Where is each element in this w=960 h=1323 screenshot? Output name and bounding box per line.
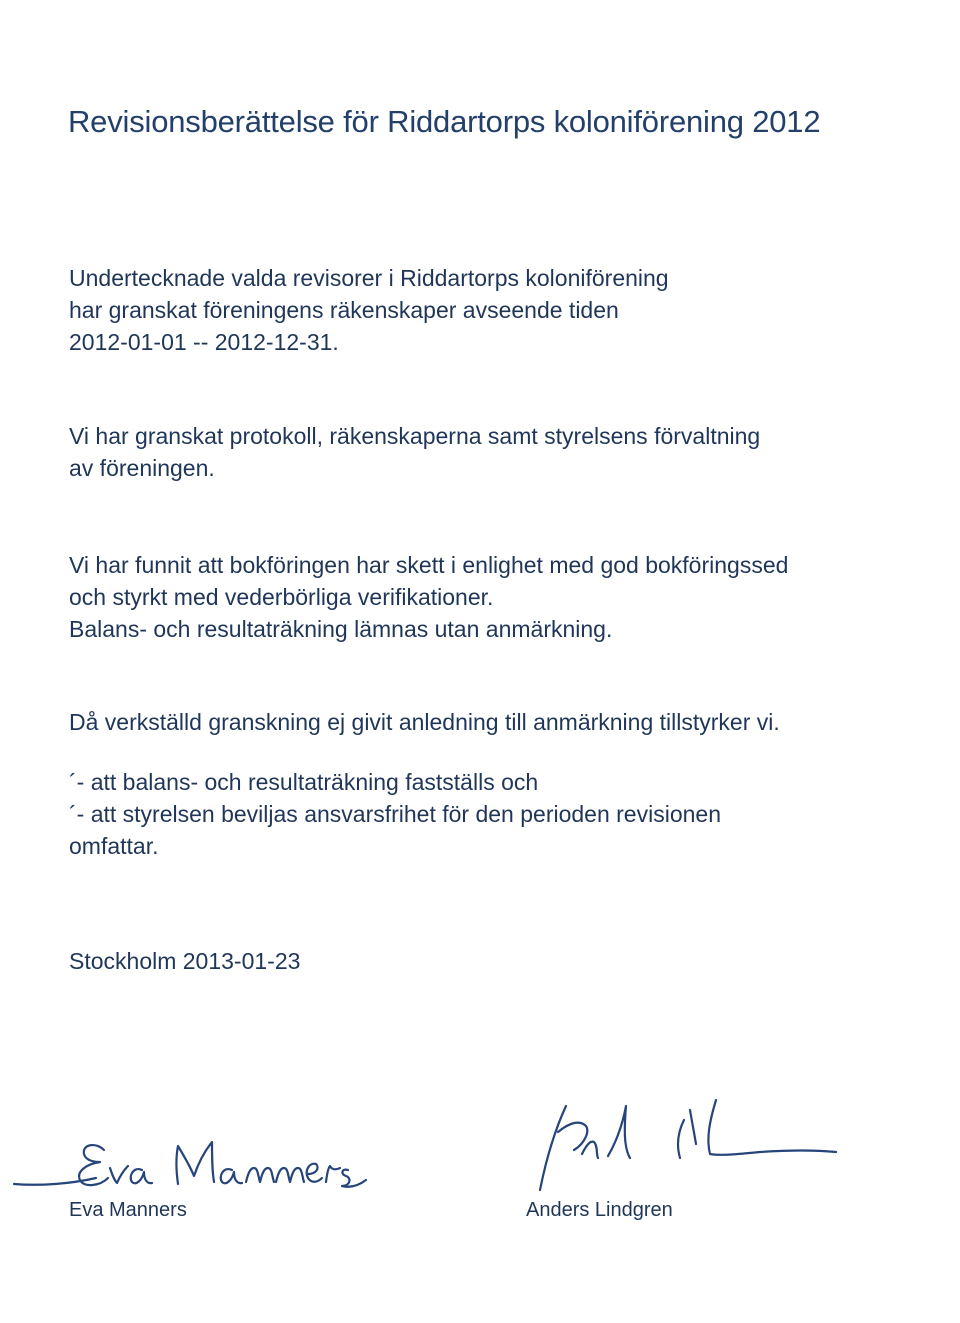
paragraph-line: har granskat föreningens räkenskaper avseende tiden [69, 297, 619, 323]
paragraph-line: omfattar. [69, 833, 159, 859]
paragraph-line: av föreningen. [69, 455, 215, 481]
document-title: Revisionsberättelse för Riddartorps koloniförening 2012 [68, 104, 821, 139]
paragraph-line: och styrkt med vederbörliga verifikationer. [69, 584, 494, 610]
signature-block-eva-manners [0, 1070, 400, 1230]
paragraph-review [69, 420, 760, 484]
paragraph-line: Då verkställd granskning ej givit anledning till anmärkning tillstyrker vi. [69, 709, 780, 735]
paragraph-scope [69, 262, 669, 358]
paragraph-line: Balans- och resultaträkning lämnas utan anmärkning. [69, 616, 613, 642]
paragraph-motions [69, 766, 721, 862]
signature-block-anders-lindgren [510, 1070, 870, 1230]
paragraph-findings [69, 549, 788, 645]
paragraph-recommendation [69, 706, 780, 738]
handwritten-signature-anders-lindgren [510, 1070, 870, 1195]
motion-item: ´- att styrelsen beviljas ansvarsfrihet för den perioden revisionen [69, 801, 721, 827]
paragraph-line: 2012-01-01 -- 2012-12-31. [69, 329, 339, 355]
paragraph-line: Vi har funnit att bokföringen har skett i enlighet med god bokföringssed [69, 552, 789, 578]
motion-item: ´- att balans- och resultaträkning fastställs och [69, 769, 539, 795]
paragraph-line: Undertecknade valda revisorer i Riddartorps koloniförening [69, 265, 669, 291]
handwritten-signature-eva-manners [0, 1070, 400, 1195]
signer-name: Anders Lindgren [526, 1199, 673, 1221]
place-and-date: Stockholm 2013-01-23 [69, 948, 301, 974]
paragraph-line: Vi har granskat protokoll, räkenskaperna samt styrelsens förvaltning [69, 423, 761, 449]
signer-name: Eva Manners [69, 1199, 187, 1221]
